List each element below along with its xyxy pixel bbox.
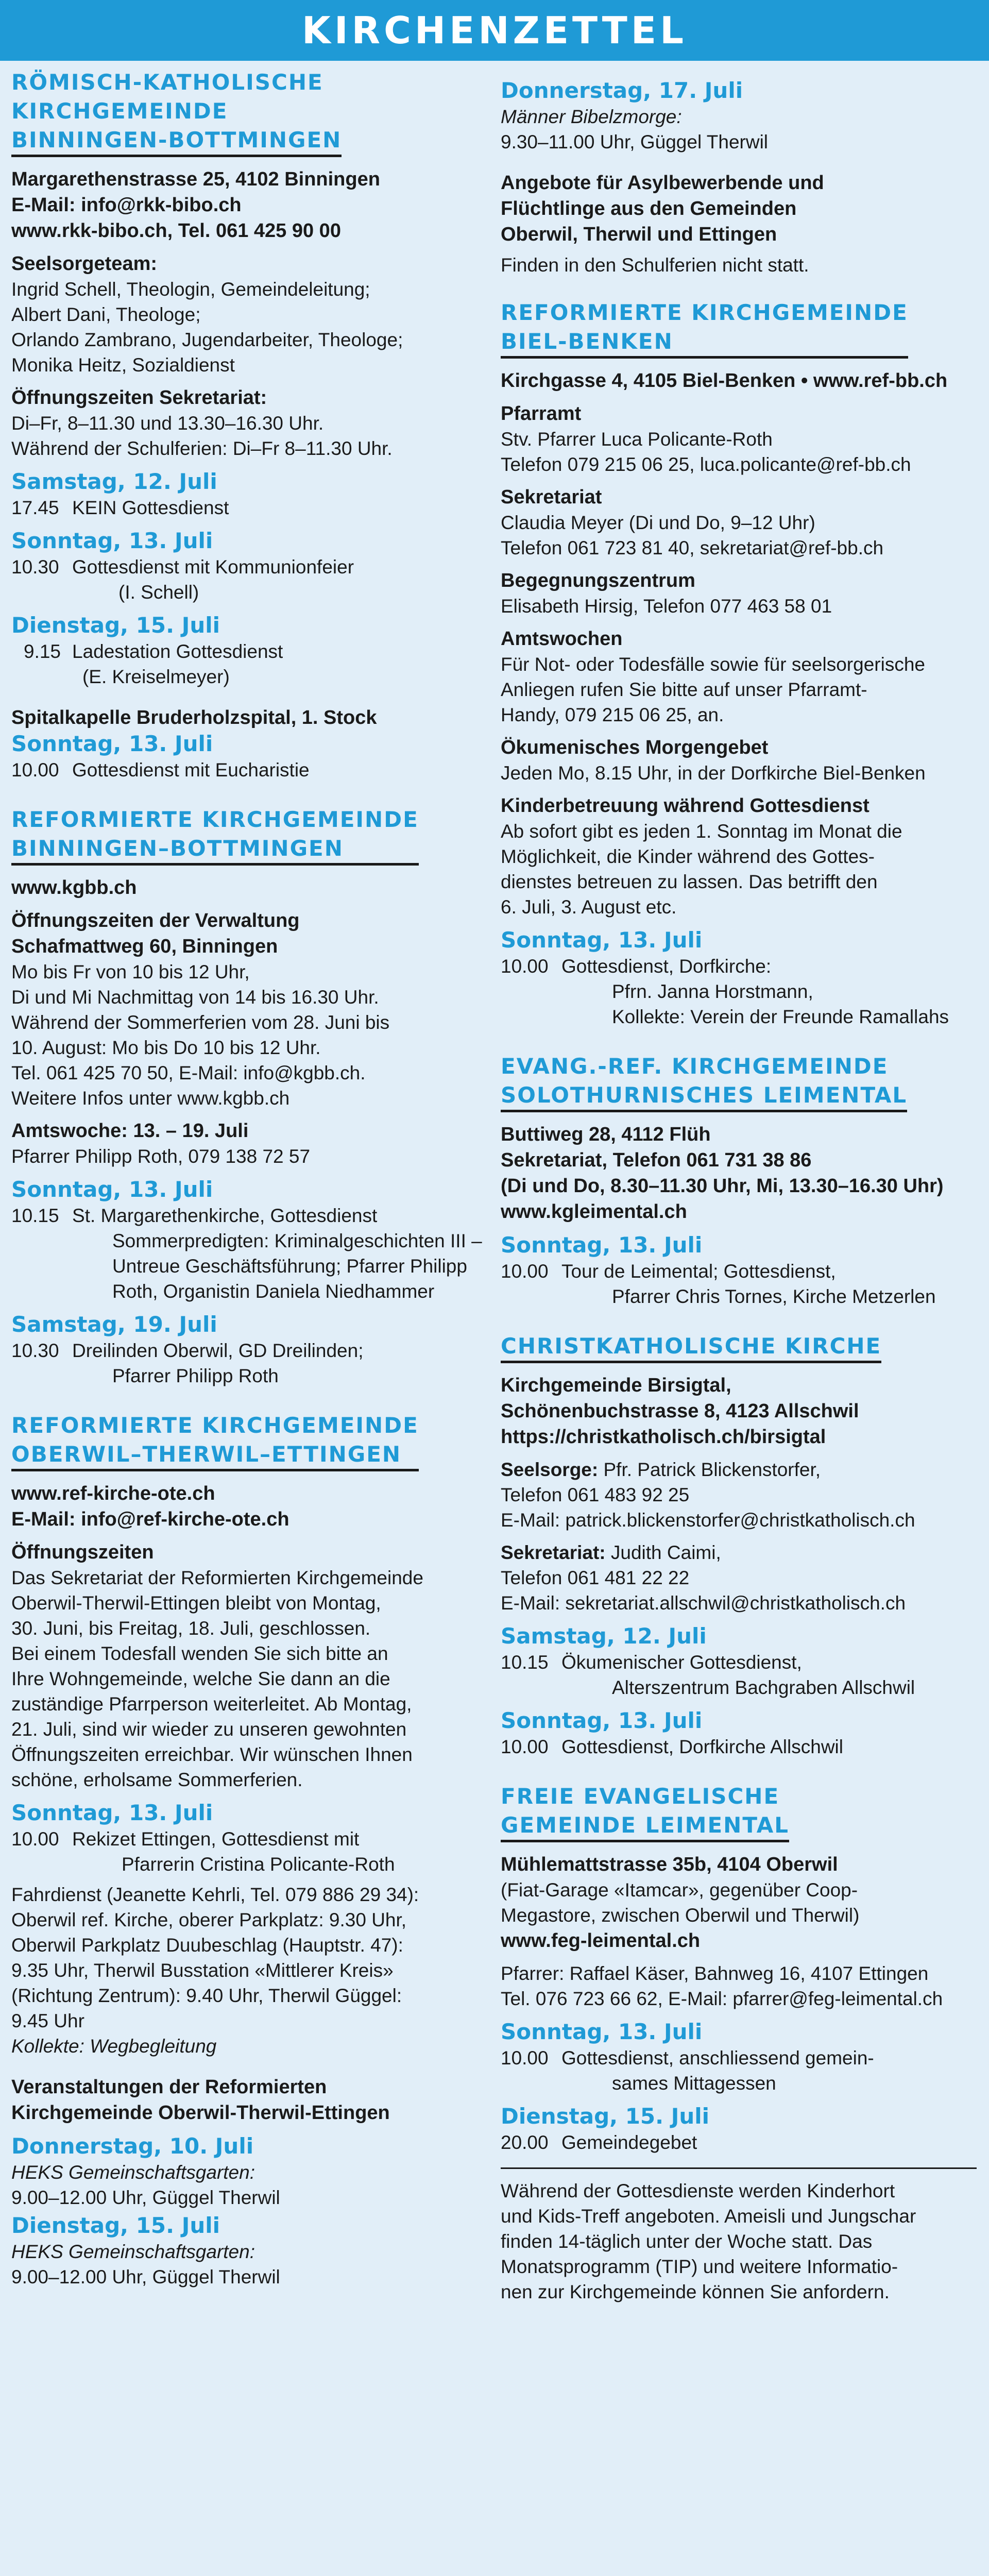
text-line: Ihre Wohngemeinde, welche Sie dann an die	[11, 1668, 390, 1689]
event-text: Sommerpredigten: Kriminalgeschichten III –	[112, 1230, 482, 1251]
subheading: Veranstaltungen der Reformierten	[11, 2076, 327, 2098]
subheading: Kinderbetreuung während Gottesdienst	[501, 795, 869, 817]
event	[501, 2071, 977, 2096]
event	[501, 1675, 977, 1700]
subheading: Flüchtlinge aus den Gemeinden	[501, 198, 797, 219]
event-time-spacer	[11, 1253, 72, 1279]
event-text: St. Margarethenkirche, Gottesdienst	[72, 1205, 378, 1226]
event-text: Roth, Organistin Daniela Niedhammer	[112, 1281, 435, 1302]
section-rkk	[11, 68, 487, 783]
title-line: GEMEINDE LEIMENTAL	[501, 1812, 789, 1838]
columns	[0, 61, 989, 2576]
event	[11, 1228, 487, 1253]
event-time: 10.00	[11, 759, 59, 781]
text-line: Jeden Mo, 8.15 Uhr, in der Dorfkirche Biel-Benken	[501, 762, 926, 784]
event-text: Gottesdienst mit Eucharistie	[72, 759, 310, 781]
text-line: Pfarrer Philipp Roth, 079 138 72 57	[11, 1146, 311, 1167]
event-date: Sonntag, 13. Juli	[11, 1800, 213, 1825]
text-line: Ab sofort gibt es jeden 1. Sonntag im Monat die	[501, 821, 902, 842]
event-time-spacer	[501, 1004, 561, 1029]
event-time-spacer	[11, 1279, 72, 1304]
text-line: Di und Mi Nachmittag von 14 bis 16.30 Uhr.	[11, 987, 379, 1008]
event	[11, 757, 487, 783]
banner	[0, 0, 989, 61]
text-line: Während der Gottesdienste werden Kinderhort	[501, 2180, 895, 2201]
text-line: (Fiat-Garage «Itamcar», gegenüber Coop-	[501, 1879, 858, 1901]
event-date: Sonntag, 13. Juli	[11, 731, 213, 756]
event-label: HEKS Gemeinschaftsgarten:	[11, 2241, 255, 2262]
section-sl	[501, 1052, 977, 1309]
event	[11, 1826, 487, 1852]
title-line: BINNINGEN–BOTTMINGEN	[11, 836, 344, 861]
text-line: Oberwil Parkplatz Duubeschlag (Hauptstr. 47):	[11, 1935, 403, 1956]
text-line: Monika Heitz, Sozialdienst	[11, 354, 235, 376]
text-line: 9.00–12.00 Uhr, Güggel Therwil	[11, 2266, 280, 2287]
event-time: 10.00	[11, 1828, 59, 1850]
text-line: dienstes betreuen zu lassen. Das betrifft den	[501, 871, 878, 892]
event-time: 10.00	[501, 1261, 549, 1282]
event	[501, 1004, 977, 1029]
left-column	[11, 68, 487, 2576]
event	[11, 1253, 487, 1279]
event	[501, 2045, 977, 2071]
event-text: Gottesdienst, anschliessend gemein-	[561, 2047, 874, 2069]
event-text: Kollekte: Verein der Freunde Ramallahs	[612, 1006, 949, 1027]
subheading: Oberwil, Therwil und Ettingen	[501, 224, 777, 245]
text-line: Di–Fr, 8–11.30 und 13.30–16.30 Uhr.	[11, 413, 324, 434]
text-line: finden 14-täglich unter der Woche statt. Das	[501, 2231, 873, 2252]
text-line: und Kids-Treff angeboten. Ameisli und Jungschar	[501, 2206, 916, 2227]
event-text: Dreilinden Oberwil, GD Dreilinden;	[72, 1340, 364, 1361]
subheading: Sekretariat	[501, 486, 602, 508]
text-line: Während der Sommerferien vom 28. Juni bis	[11, 1012, 390, 1033]
text-line: (Richtung Zentrum): 9.40 Uhr, Therwil Güggel:	[11, 1985, 402, 2006]
title-line: OBERWIL–THERWIL–ETTINGEN	[11, 1442, 402, 1467]
event-time: 10.00	[501, 2047, 549, 2069]
event-time: 10.15	[11, 1205, 59, 1226]
text-line: zuständige Pfarrperson weiterleitet. Ab Montag,	[11, 1693, 412, 1715]
text-line: Öffnungszeiten erreichbar. Wir wünschen Ihnen	[11, 1744, 413, 1765]
address-line: Margarethenstrasse 25, 4102 Binningen	[11, 168, 380, 190]
subheading: Schafmattweg 60, Binningen	[11, 936, 278, 957]
event-text: Rekizet Ettingen, Gottesdienst mit	[72, 1828, 360, 1850]
title-line: BIEL-BENKEN	[501, 329, 673, 354]
event-text: Tour de Leimental; Gottesdienst,	[561, 1261, 836, 1282]
value: Judith Caimi,	[605, 1542, 721, 1563]
section-title	[501, 298, 908, 359]
event-text: (E. Kreiselmeyer)	[82, 666, 230, 687]
text-line: Claudia Meyer (Di und Do, 9–12 Uhr)	[501, 512, 815, 533]
event-text: Pfarrer Philipp Roth	[112, 1365, 279, 1386]
event	[501, 2130, 977, 2155]
address-line: Buttiweg 28, 4112 Flüh	[501, 1124, 711, 1145]
title-line: REFORMIERTE KIRCHGEMEINDE	[501, 300, 908, 325]
email-line[interactable]: E-Mail: info@rkk-bibo.ch	[11, 194, 242, 216]
event-time: 20.00	[501, 2132, 549, 2153]
event-text: Gottesdienst mit Kommunionfeier	[72, 556, 354, 578]
event	[501, 979, 977, 1004]
text-line: 9.35 Uhr, Therwil Busstation «Mittlerer Kreis»	[11, 1960, 394, 1981]
text-line: Fahrdienst (Jeanette Kehrli, Tel. 079 886 29 34):	[11, 1884, 419, 1905]
section-ck	[501, 1332, 977, 1759]
event-time: 10.30	[11, 556, 59, 578]
event-time: 17.45	[11, 497, 59, 518]
event-date: Sonntag, 13. Juli	[501, 2019, 703, 2044]
seelsorge-line	[501, 1457, 977, 1482]
spacer	[11, 1877, 487, 1882]
event-date: Dienstag, 15. Juli	[11, 2213, 220, 2238]
label: Sekretariat:	[501, 1542, 606, 1563]
web-line[interactable]: www.kgbb.ch	[11, 877, 137, 899]
subheading: Angebote für Asylbewerbende und	[501, 172, 824, 194]
web-line[interactable]: www.ref-kirche-ote.ch	[11, 1483, 215, 1504]
event	[11, 1338, 487, 1363]
event-date: Sonntag, 13. Juli	[501, 927, 703, 953]
event-time: 10.30	[11, 1340, 59, 1361]
event-date: Donnerstag, 17. Juli	[501, 78, 743, 103]
section-bb	[501, 298, 977, 1029]
text-line: 30. Juni, bis Freitag, 18. Juli, geschlossen.	[11, 1618, 371, 1639]
text-line: Telefon 061 481 22 22	[501, 1567, 690, 1588]
title-line: KIRCHGEMEINDE	[11, 98, 228, 124]
event-time: 9.15	[24, 641, 61, 662]
section-title	[11, 805, 419, 866]
event-date: Sonntag, 13. Juli	[11, 528, 213, 553]
label: Seelsorge:	[501, 1459, 599, 1480]
text-line: Möglichkeit, die Kinder während des Gottes-	[501, 846, 875, 867]
text-line: Mo bis Fr von 10 bis 12 Uhr,	[11, 961, 250, 982]
event-text: Pfrn. Janna Horstmann,	[612, 981, 813, 1002]
email-line[interactable]: E-Mail: patrick.blickenstorfer@christkatholisch.ch	[501, 1510, 915, 1531]
text-line: Weitere Infos unter www.kgbb.ch	[11, 1088, 290, 1109]
section-title	[11, 68, 342, 157]
text-line: Telefon 061 483 92 25	[501, 1484, 690, 1505]
event-date: Samstag, 19. Juli	[11, 1312, 217, 1337]
title-line: REFORMIERTE KIRCHGEMEINDE	[11, 1413, 419, 1438]
text-line: Das Sekretariat der Reformierten Kirchgemeinde	[11, 1567, 423, 1588]
section-feg	[501, 1782, 977, 2304]
text-line: 21. Juli, sind wir wieder zu unseren gewohnten	[11, 1719, 407, 1740]
event	[501, 1734, 977, 1759]
event-text: Alterszentrum Bachgraben Allschwil	[612, 1677, 915, 1698]
text-line: Für Not- oder Todesfälle sowie für seelsorgerische	[501, 654, 925, 675]
text-line: schöne, erholsame Sommerferien.	[11, 1769, 303, 1790]
hours-line: (Di und Do, 8.30–11.30 Uhr, Mi, 13.30–16.30 Uhr)	[501, 1175, 944, 1197]
event-date: Sonntag, 13. Juli	[11, 1177, 213, 1202]
event-time-spacer	[501, 979, 561, 1004]
web-line[interactable]: www.feg-leimental.ch	[501, 1930, 701, 1952]
web-line[interactable]: www.rkk-bibo.ch, Tel. 061 425 90 00	[11, 220, 341, 242]
subheading: Kirchgemeinde Oberwil-Therwil-Ettingen	[11, 2102, 390, 2124]
divider	[501, 2167, 977, 2169]
text-line: Orlando Zambrano, Jugendarbeiter, Theologe;	[11, 329, 403, 350]
event	[501, 954, 977, 979]
section-kgbb	[11, 805, 487, 1388]
value: Pfr. Patrick Blickenstorfer,	[598, 1459, 821, 1480]
event-time-spacer	[11, 580, 72, 605]
event-time-spacer	[11, 1852, 72, 1877]
subheading: Öffnungszeiten der Verwaltung	[11, 910, 300, 931]
text-line: Albert Dani, Theologe;	[11, 304, 201, 325]
phone-line: Sekretariat, Telefon 061 731 38 86	[501, 1149, 812, 1171]
text-line: Pfarrer: Raffael Käser, Bahnweg 16, 4107 Ettingen	[501, 1963, 929, 1984]
event-text: Gemeindegebet	[561, 2132, 697, 2153]
event-text: Gottesdienst, Dorfkirche:	[561, 956, 772, 977]
text-line: 6. Juli, 3. August etc.	[501, 896, 677, 918]
section-title	[501, 1332, 881, 1363]
event-text: Gottesdienst, Dorfkirche Allschwil	[561, 1736, 843, 1757]
event-text: Pfarrer Chris Tornes, Kirche Metzerlen	[612, 1286, 936, 1307]
text-line: nen zur Kirchgemeinde können Sie anfordern.	[501, 2281, 890, 2302]
subheading: Ökumenisches Morgengebet	[501, 737, 769, 758]
text-line: 9.00–12.00 Uhr, Güggel Therwil	[11, 2187, 280, 2208]
event-text: (I. Schell)	[118, 582, 199, 603]
section-title	[501, 1782, 789, 1842]
text-line: Tel. 061 425 70 50, E-Mail: info@kgbb.ch.	[11, 1062, 366, 1083]
kollekte: Kollekte: Wegbegleitung	[11, 2036, 217, 2057]
event	[501, 1650, 977, 1675]
text-line: Monatsprogramm (TIP) und weitere Informatio-	[501, 2256, 898, 2277]
subheading: Spitalkapelle Bruderholzspital, 1. Stock	[11, 707, 377, 728]
subheading: Amtswoche: 13. – 19. Juli	[11, 1120, 249, 1142]
section-title	[11, 1411, 419, 1471]
text-line: 9.30–11.00 Uhr, Güggel Therwil	[501, 131, 769, 152]
event	[11, 495, 487, 520]
title-line: RÖMISCH-KATHOLISCHE	[11, 70, 323, 95]
subheading: Seelsorgeteam:	[11, 253, 158, 275]
title-line: CHRISTKATHOLISCHE KIRCHE	[501, 1333, 882, 1359]
text-line: Tel. 076 723 66 62, E-Mail: pfarrer@feg-leimental.ch	[501, 1988, 943, 2009]
text-line: Telefon 061 723 81 40, sekretariat@ref-bb.ch	[501, 537, 884, 558]
event-text: Untreue Geschäftsführung; Pfarrer Philipp	[112, 1256, 467, 1277]
event-label: HEKS Gemeinschaftsgarten:	[11, 2162, 255, 2183]
text-line: Ingrid Schell, Theologin, Gemeindeleitung;	[11, 279, 370, 300]
event-date: Sonntag, 13. Juli	[501, 1708, 703, 1733]
subheading: Amtswochen	[501, 628, 623, 650]
event-time-spacer	[11, 1363, 72, 1388]
right-column	[501, 68, 977, 2576]
text-line: Oberwil-Therwil-Ettingen bleibt von Montag,	[11, 1592, 381, 1614]
title-line: EVANG.-REF. KIRCHGEMEINDE	[501, 1054, 889, 1079]
event-date: Samstag, 12. Juli	[11, 469, 217, 494]
event-date: Samstag, 12. Juli	[501, 1623, 707, 1649]
event	[11, 639, 487, 664]
text-line: Telefon 079 215 06 25, luca.policante@ref-bb.ch	[501, 454, 911, 475]
web-line[interactable]: https://christkatholisch.ch/birsigtal	[501, 1426, 826, 1448]
event	[11, 1203, 487, 1228]
text-line: 10. August: Mo bis Do 10 bis 12 Uhr.	[11, 1037, 321, 1058]
subheading: Begegnungszentrum	[501, 570, 695, 591]
text-line: Finden in den Schulferien nicht statt.	[501, 255, 809, 276]
event-time: 10.00	[501, 956, 549, 977]
event-date: Dienstag, 15. Juli	[501, 2104, 710, 2129]
sekretariat-line	[501, 1540, 977, 1565]
event-text: Ladestation Gottesdienst	[72, 641, 283, 662]
event	[501, 1284, 977, 1309]
event	[11, 1363, 487, 1388]
subheading: Öffnungszeiten	[11, 1541, 154, 1563]
email-line[interactable]: E-Mail: sekretariat.allschwil@christkatholisch.ch	[501, 1592, 906, 1614]
event-time-spacer	[501, 1675, 561, 1700]
event-text: KEIN Gottesdienst	[72, 497, 229, 518]
event	[11, 580, 487, 605]
event	[501, 1259, 977, 1284]
text-line: Während der Schulferien: Di–Fr 8–11.30 Uhr.	[11, 438, 393, 459]
section-ote-cont	[501, 77, 977, 278]
event-text: sames Mittagessen	[612, 2073, 776, 2094]
text-line: Elisabeth Hirsig, Telefon 077 463 58 01	[501, 596, 832, 617]
event-text: Ökumenischer Gottesdienst,	[561, 1652, 802, 1673]
text-line: Stv. Pfarrer Luca Policante-Roth	[501, 429, 773, 450]
event-text: Pfarrerin Cristina Policante-Roth	[122, 1854, 395, 1875]
address-line: Mühlemattstrasse 35b, 4104 Oberwil	[501, 1854, 838, 1875]
page-title: KIRCHENZETTEL	[302, 9, 687, 52]
subheading: Öffnungszeiten Sekretariat:	[11, 387, 267, 409]
address-line: Kirchgemeinde Birsigtal,	[501, 1375, 731, 1396]
title-line: SOLOTHURNISCHES LEIMENTAL	[501, 1082, 908, 1108]
event	[11, 664, 487, 689]
event	[11, 1279, 487, 1304]
event	[11, 1852, 487, 1877]
event-time-spacer	[501, 1284, 561, 1309]
event-time-spacer	[501, 2071, 561, 2096]
event-label: Männer Bibelzmorge:	[501, 106, 682, 127]
event-time-spacer	[11, 664, 72, 689]
event-date: Dienstag, 15. Juli	[11, 613, 220, 638]
title-line: BINNINGEN-BOTTMINGEN	[11, 127, 342, 152]
title-line: FREIE EVANGELISCHE	[501, 1784, 780, 1809]
title-line: REFORMIERTE KIRCHGEMEINDE	[11, 807, 419, 832]
text-line: Bei einem Todesfall wenden Sie sich bitte an	[11, 1643, 388, 1664]
event	[11, 554, 487, 580]
text-line: 9.45 Uhr	[11, 2010, 84, 2031]
text-line: Anliegen rufen Sie bitte auf unser Pfarramt-	[501, 679, 867, 700]
text-line: Oberwil ref. Kirche, oberer Parkplatz: 9.30 Uhr,	[11, 1909, 407, 1930]
event-date: Sonntag, 13. Juli	[501, 1232, 703, 1258]
event-time: 10.15	[501, 1652, 549, 1673]
web-line[interactable]: www.kgleimental.ch	[501, 1201, 687, 1223]
text-line: Megastore, zwischen Oberwil und Therwil)	[501, 1905, 860, 1926]
address-line: Schönenbuchstrasse 8, 4123 Allschwil	[501, 1400, 859, 1422]
email-line[interactable]: E-Mail: info@ref-kirche-ote.ch	[11, 1509, 289, 1530]
address-line: Kirchgasse 4, 4105 Biel-Benken • www.ref-bb.ch	[501, 370, 948, 392]
section-ote	[11, 1411, 487, 2290]
event-time: 10.00	[501, 1736, 549, 1757]
event-time-spacer	[11, 1228, 72, 1253]
subheading: Pfarramt	[501, 403, 582, 425]
event-date: Donnerstag, 10. Juli	[11, 2133, 254, 2159]
text-line: Handy, 079 215 06 25, an.	[501, 704, 724, 725]
section-title	[501, 1052, 907, 1112]
